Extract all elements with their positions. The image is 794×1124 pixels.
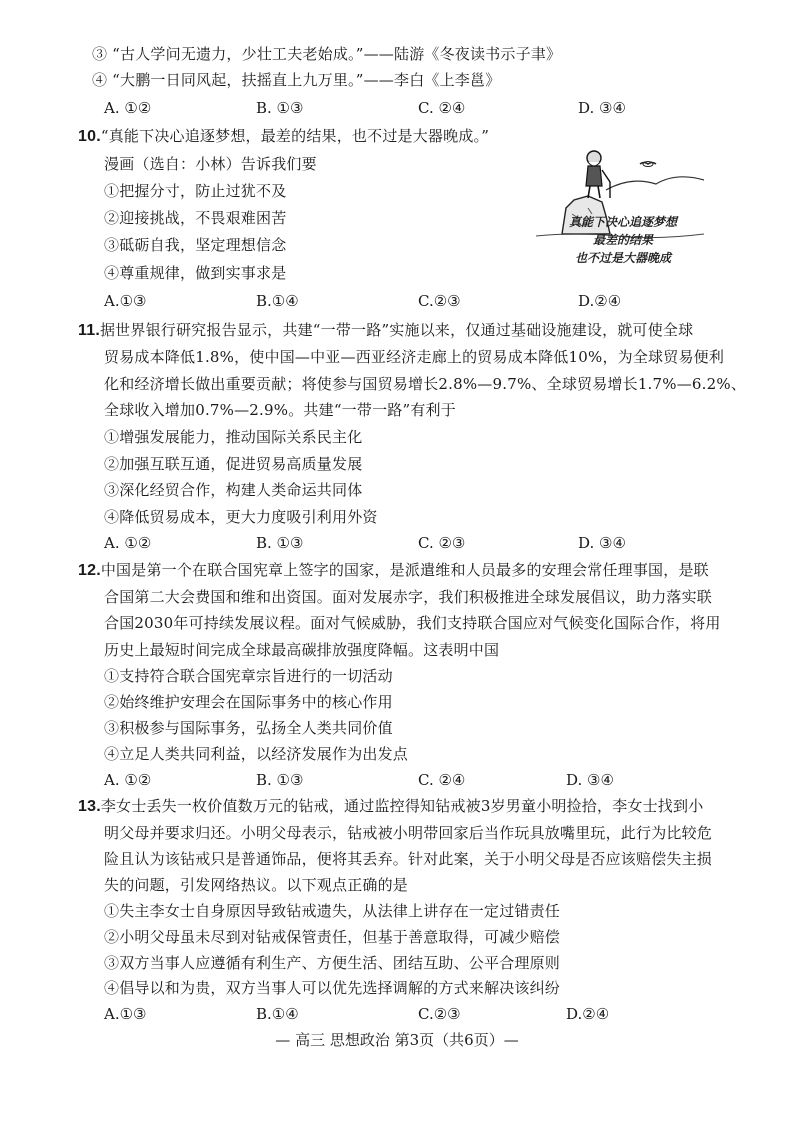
q10-item-2: ②迎接挑战，不畏艰难困苦 xyxy=(104,209,287,227)
q9-option-d: D. ③④ xyxy=(578,99,626,117)
q9-item-4: ④ “大鹏一日同风起，扶摇直上九万里。”——李白《上李邕》 xyxy=(92,71,501,89)
q9-option-c: C. ②④ xyxy=(418,99,466,117)
q11-option-a: A. ①② xyxy=(104,534,152,552)
q13-item-2: ②小明父母虽未尽到对钻戒保管责任，但基于善意取得，可减少赔偿 xyxy=(104,928,561,946)
bird-icon xyxy=(640,163,656,165)
q13-item-4: ④倡导以和为贵，双方当事人可以优先选择调解的方式来解决该纠纷 xyxy=(104,979,561,997)
q13-stem-line-1 xyxy=(78,796,703,817)
q11-stem-line-4: 全球收入增加0.7%—2.9%。共建“一带一路”有利于 xyxy=(104,401,456,419)
q10-number: 10. xyxy=(78,128,101,145)
q10-option-a: A.①③ xyxy=(104,292,147,310)
q11-number: 11. xyxy=(78,322,100,339)
q13-option-a: A.①③ xyxy=(104,1005,147,1023)
q13-stem-line-3: 险且认为该钻戒只是普通饰品，便将其丢弃。针对此案，关于小明父母是否应该赔偿失主损 xyxy=(104,850,713,868)
q9-item-3: ③ “古人学问无遗力，少壮工夫老始成。”——陆游《冬夜读书示子聿》 xyxy=(92,45,562,63)
q11-item-2: ②加强互联互通，促进贸易高质量发展 xyxy=(104,455,363,473)
q13-option-c: C.②③ xyxy=(418,1005,461,1023)
old-man-body-icon xyxy=(586,166,602,186)
q12-stem-text-1: 中国是第一个在联合国宪章上签字的国家，是派遣维和人员最多的安理会常任理事国，是联 xyxy=(100,561,709,579)
q12-item-1: ①支持符合联合国宪章宗旨进行的一切活动 xyxy=(104,667,393,685)
q10-stem-text: “真能下决心追逐梦想，最差的结果，也不过是大器晚成。” xyxy=(100,127,490,145)
q10-lead: 漫画（选自：小林）告诉我们要 xyxy=(104,155,317,173)
q11-stem-text-1: 据世界银行研究报告显示，共建“一带一路”实施以来，仅通过基础设施建设，就可使全球 xyxy=(99,321,694,339)
q13-item-3: ③双方当事人应遵循有利生产、方便生活、团结互助、公平合理原则 xyxy=(104,954,561,972)
q11-item-1: ①增强发展能力，推动国际关系民主化 xyxy=(104,428,363,446)
q12-item-4: ④立足人类共同利益，以经济发展作为出发点 xyxy=(104,745,409,763)
q10-option-b: B.①④ xyxy=(256,292,299,310)
q11-option-c: C. ②③ xyxy=(418,534,466,552)
q11-option-d: D. ③④ xyxy=(578,534,626,552)
q13-number: 13. xyxy=(78,798,101,815)
q13-stem-line-4: 失的问题，引发网络热议。以下观点正确的是 xyxy=(104,876,409,894)
hill-line xyxy=(606,177,704,190)
q12-stem-line-1 xyxy=(78,560,709,581)
q12-option-c: C. ②④ xyxy=(418,771,466,789)
cartoon-caption-line-1: 真能下决心追逐梦想 xyxy=(568,215,677,229)
q11-stem-line-2: 贸易成本降低1.8%，使中国—中亚—西亚经济走廊上的贸易成本降低10%，为全球贸易便利 xyxy=(104,348,725,366)
q11-stem-line-3: 化和经济增长做出重要贡献；将使参与国贸易增长2.8%—9.7%、全球贸易增长1.7%—6.2%、 xyxy=(104,375,747,393)
q13-stem-text-1: 李女士丢失一枚价值数万元的钻戒，通过监控得知钻戒被3岁男童小明捡拾，李女士找到小 xyxy=(100,797,704,815)
q10-item-1: ①把握分寸，防止过犹不及 xyxy=(104,182,287,200)
q10-item-4: ④尊重规律，做到实事求是 xyxy=(104,264,287,282)
q13-stem-line-2: 明父母并要求归还。小明父母表示，钻戒被小明带回家后当作玩具放嘴里玩，此行为比较危 xyxy=(104,824,713,842)
walking-stick-icon xyxy=(602,170,610,198)
q12-item-3: ③积极参与国际事务，弘扬全人类共同价值 xyxy=(104,719,393,737)
beard-icon xyxy=(588,162,600,166)
page-footer: — 高三 思想政治 第3页（共6页）— xyxy=(275,1031,519,1049)
q9-option-b: B. ①③ xyxy=(256,99,304,117)
q12-stem-line-3: 合国2030年可持续发展议程。面对气候威胁，我们支持联合国应对气候变化国际合作，将用 xyxy=(104,614,721,632)
q12-option-d: D. ③④ xyxy=(566,771,614,789)
q11-item-3: ③深化经贸合作，构建人类命运共同体 xyxy=(104,481,363,499)
q10-stem xyxy=(78,126,489,147)
q12-item-2: ②始终维护安理会在国际事务中的核心作用 xyxy=(104,693,393,711)
cartoon-caption-line-2: 最差的结果 xyxy=(592,233,653,247)
q12-number: 12. xyxy=(78,562,101,579)
q12-stem-line-2: 合国第二大会费国和维和出资国。面对发展赤字，我们积极推进全球发展倡议，助力落实联 xyxy=(104,588,713,606)
q13-option-d: D.②④ xyxy=(566,1005,610,1023)
q11-stem-line-1 xyxy=(78,320,693,341)
cartoon-caption-line-3: 也不过是大器晚成 xyxy=(574,251,671,265)
q11-option-b: B. ①③ xyxy=(256,534,304,552)
q10-item-3: ③砥砺自我，坚定理想信念 xyxy=(104,236,287,254)
q10-cartoon xyxy=(536,142,706,290)
q12-option-a: A. ①② xyxy=(104,771,152,789)
q11-item-4: ④降低贸易成本，更大力度吸引利用外资 xyxy=(104,508,378,526)
q9-option-a: A. ①② xyxy=(104,99,152,117)
q12-stem-line-4: 历史上最短时间完成全球最高碳排放强度降幅。这表明中国 xyxy=(104,641,500,659)
q10-option-d: D.②④ xyxy=(578,292,622,310)
q13-option-b: B.①④ xyxy=(256,1005,299,1023)
q13-item-1: ①失主李女士自身原因导致钻戒遗失，从法律上讲存在一定过错责任 xyxy=(104,902,561,920)
q12-option-b: B. ①③ xyxy=(256,771,304,789)
q10-option-c: C.②③ xyxy=(418,292,461,310)
